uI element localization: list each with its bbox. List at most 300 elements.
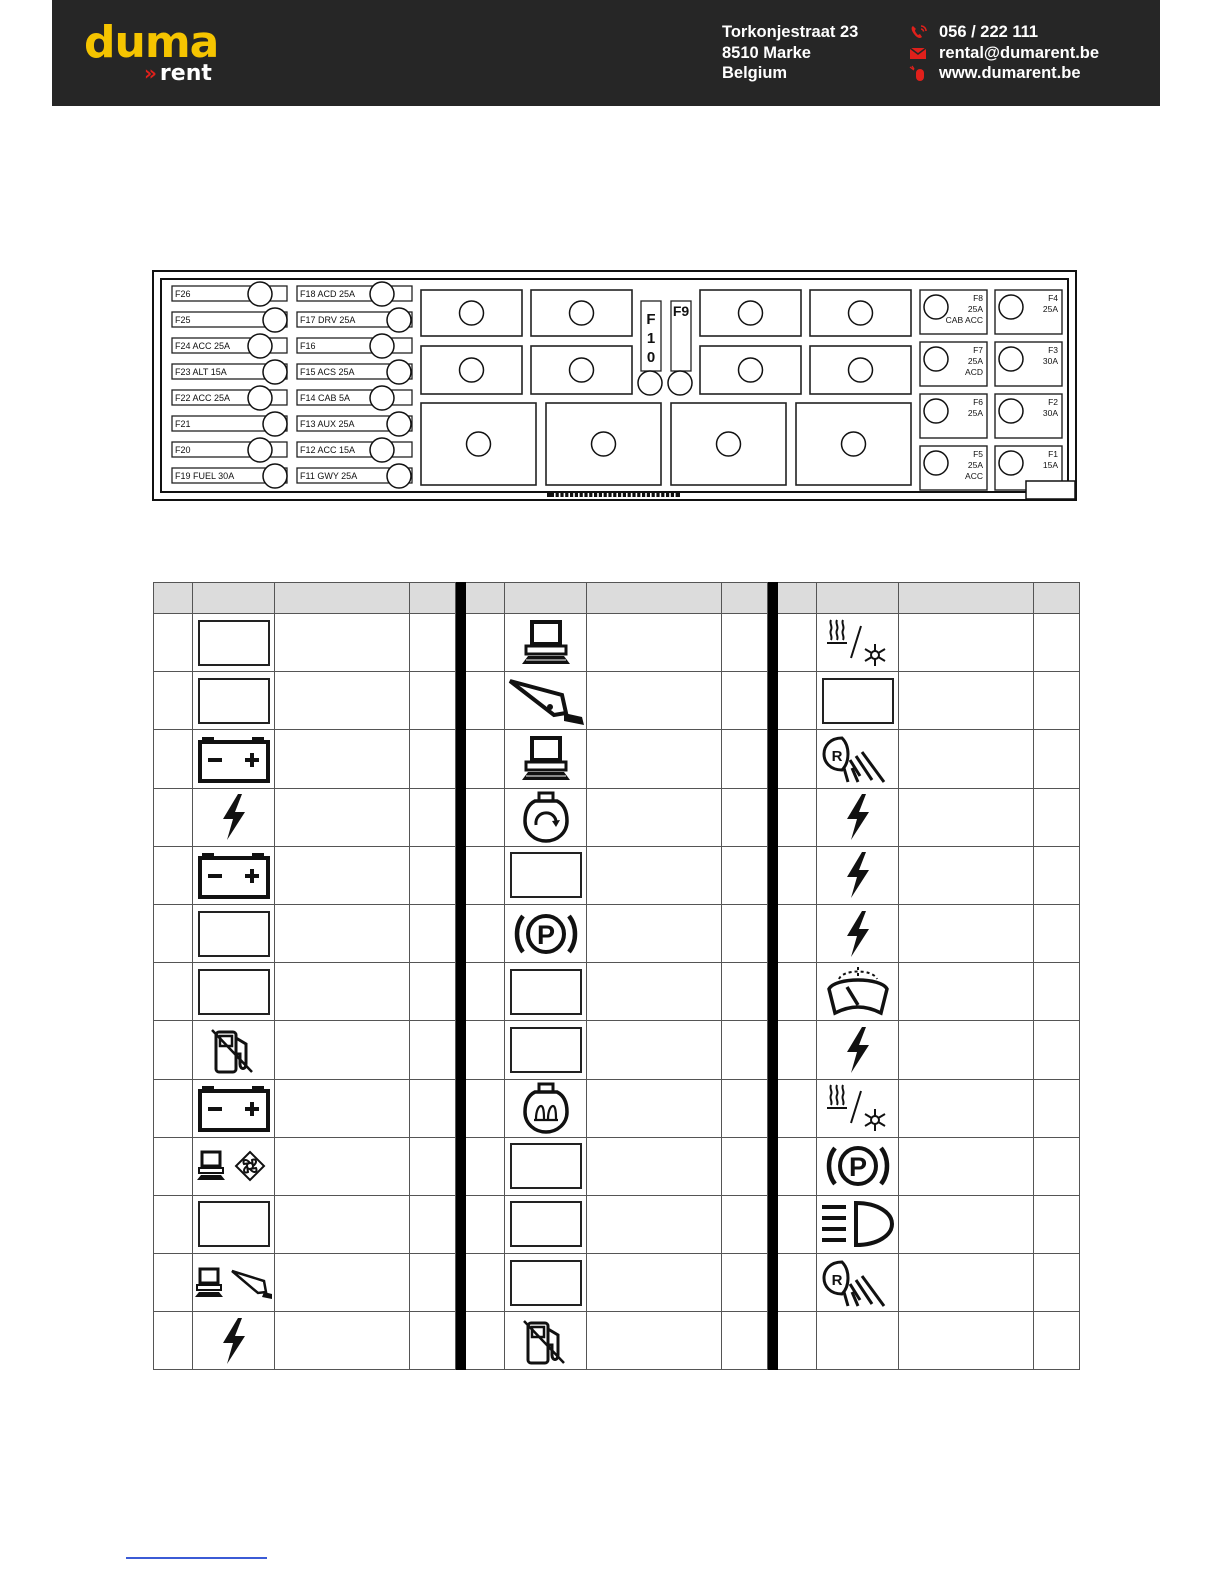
lightning-icon [214, 1316, 254, 1366]
fuse-rating-cell [1034, 1079, 1080, 1137]
fuse-description-cell [899, 788, 1034, 846]
contact-mail[interactable] [908, 43, 1099, 64]
table-row [154, 963, 1080, 1021]
table-row [154, 1079, 1080, 1137]
fuse-icon-cell [817, 1254, 899, 1312]
fuse-rating-cell [722, 846, 768, 904]
barcode-gap [660, 493, 662, 497]
column-separator [768, 788, 778, 846]
header-cell-icon [193, 583, 275, 614]
mail-text: rental@dumarent.be [939, 43, 1100, 62]
column-separator [768, 730, 778, 788]
bucket-icon [506, 675, 586, 727]
phone-text: 056 / 222 111 [939, 23, 1039, 41]
fuse-label: F19 FUEL 30A [175, 471, 235, 481]
column-separator [768, 672, 778, 730]
header-cell-desc [899, 583, 1034, 614]
column-separator [456, 730, 466, 788]
column-separator [768, 614, 778, 672]
fuse-rating: 25A [967, 460, 983, 470]
fuse-description-cell [587, 904, 722, 962]
address-city: 8510 Marke [722, 43, 811, 62]
blank-icon-box [510, 852, 582, 898]
fuse-callout-circle [999, 399, 1023, 423]
fuse-label-f9: F9 [672, 303, 690, 319]
fuse-icon-cell [193, 1254, 275, 1312]
table-row [154, 614, 1080, 672]
machine-fan-icon [196, 1146, 272, 1186]
column-separator [768, 904, 778, 962]
fuse-note: ACC [965, 471, 983, 481]
fuse-label: F23 ALT 15A [175, 367, 227, 377]
fuse-icon-cell [817, 904, 899, 962]
blank-icon-box [198, 1201, 270, 1247]
fuse-number-cell [778, 1312, 817, 1370]
fuse-icon-cell [505, 730, 587, 788]
barcode-gap [640, 493, 642, 497]
fuse-description-cell [587, 730, 722, 788]
fuse-icon-cell [505, 1137, 587, 1195]
column-separator [456, 904, 466, 962]
fuse-number-cell [154, 788, 193, 846]
fuse-label: F22 ACC 25A [175, 393, 231, 403]
column-separator [456, 1312, 466, 1370]
fuse-icon-cell [505, 1079, 587, 1137]
fuse-label: F4 [1048, 293, 1058, 303]
fuse-rating-cell [410, 788, 456, 846]
fuse-note: CAB ACC [945, 315, 983, 325]
fuse-icon-cell [193, 1195, 275, 1253]
machine-icon [518, 618, 574, 668]
fuse-callout-circle [263, 360, 287, 384]
fuse-icon-cell [193, 963, 275, 1021]
column-separator [456, 1195, 466, 1253]
fuse-icon-cell [505, 846, 587, 904]
contact-web[interactable] [908, 63, 1099, 84]
fuse-number-cell [154, 614, 193, 672]
svg-text:R: R [831, 1271, 842, 1289]
blank-icon-box [510, 1201, 582, 1247]
column-separator [768, 1021, 778, 1079]
label-tab [1026, 481, 1075, 499]
header-cell-num [778, 583, 817, 614]
fuse-icon-cell [505, 1021, 587, 1079]
fuse-label: F16 [300, 341, 316, 351]
fuse-description-cell [899, 1079, 1034, 1137]
column-separator [456, 614, 466, 672]
header-cell-icon [817, 583, 899, 614]
fuse-label: F13 AUX 25A [300, 419, 355, 429]
fuse-callout-circle [387, 464, 411, 488]
fuse-label: F5 [973, 449, 983, 459]
fuse-description-cell [275, 963, 410, 1021]
blank-icon-box [510, 1143, 582, 1189]
fuse-rating-cell [722, 963, 768, 1021]
column-separator [768, 1195, 778, 1253]
fuse-icon-cell [505, 1312, 587, 1370]
fuse-label: F6 [973, 397, 983, 407]
fuse-label: F7 [973, 345, 983, 355]
table-row [154, 672, 1080, 730]
fuse-rating-cell [722, 672, 768, 730]
fuse-icon-cell [193, 904, 275, 962]
column-separator [768, 963, 778, 1021]
fuse-callout-circle [248, 334, 272, 358]
fuse-callout-circle [263, 412, 287, 436]
fuse-rating-cell [722, 904, 768, 962]
table-row [154, 846, 1080, 904]
fuse-label: F15 ACS 25A [300, 367, 355, 377]
fuse-description-cell [587, 846, 722, 904]
fuse-number-cell [466, 1254, 505, 1312]
fuse-number-cell [466, 614, 505, 672]
svg-text:P: P [536, 919, 555, 950]
fuse-icon-cell [505, 672, 587, 730]
fuse-rating-cell [410, 614, 456, 672]
headlight-icon [818, 1197, 898, 1251]
fuse-number-cell [778, 672, 817, 730]
barcode-gap [655, 493, 657, 497]
fuse-number-cell [466, 1195, 505, 1253]
column-separator [456, 846, 466, 904]
fuse-label: F17 DRV 25A [300, 315, 356, 325]
fuse-icon-cell [505, 963, 587, 1021]
relay-callout-circle [460, 301, 484, 325]
fuse-rating-cell [410, 730, 456, 788]
fuse-description-cell [587, 614, 722, 672]
fuse-rating-cell [1034, 1021, 1080, 1079]
fuse-rating: 30A [1042, 408, 1058, 418]
fuse-callout-circle [668, 371, 692, 395]
fuse-rating-cell [1034, 672, 1080, 730]
fuse-rating: 25A [967, 408, 983, 418]
column-separator [456, 672, 466, 730]
fuse-table [153, 582, 1080, 1370]
fuse-number-cell [466, 672, 505, 730]
fuse-rating-cell [410, 672, 456, 730]
fuse-rating: 25A [967, 304, 983, 314]
svg-text:R: R [831, 747, 842, 765]
fuse-callout-circle [924, 347, 948, 371]
barcode-gap [626, 493, 628, 497]
fuse-description-cell [275, 1195, 410, 1253]
column-separator [456, 1021, 466, 1079]
fuse-description-cell [275, 846, 410, 904]
fuse-description-cell [275, 1254, 410, 1312]
barcode-gap [669, 493, 671, 497]
barcode-gap [564, 493, 566, 497]
fuse-number-cell [778, 1195, 817, 1253]
header-cell-rating [1034, 583, 1080, 614]
fuse-rating-cell [722, 788, 768, 846]
fuse-callout-circle [370, 334, 394, 358]
fuse-label: F21 [175, 419, 191, 429]
barcode-gap [664, 493, 666, 497]
column-separator [768, 1312, 778, 1370]
fuse-callout-circle [924, 295, 948, 319]
fuse-number-cell [466, 963, 505, 1021]
web-text: www.dumarent.be [939, 64, 1081, 82]
machine-bucket-icon [194, 1263, 274, 1303]
header-cell-num [466, 583, 505, 614]
table-row [154, 1137, 1080, 1195]
mouse-icon [908, 65, 930, 81]
relay-callout-circle [570, 358, 594, 382]
fuse-layout-svg [154, 272, 1075, 499]
fuse-number-cell [466, 788, 505, 846]
fuse-description-cell [275, 1021, 410, 1079]
fuse-number-cell [778, 904, 817, 962]
fuse-icon-cell [817, 963, 899, 1021]
lightning-icon [214, 792, 254, 842]
header-cell-num [154, 583, 193, 614]
duma-rent-logo[interactable] [84, 18, 234, 88]
barcode-gap [621, 493, 623, 497]
fuse-number-cell [778, 730, 817, 788]
relay-callout-circle [849, 358, 873, 382]
fuse-rating-cell [1034, 788, 1080, 846]
fuse-rating-cell [410, 963, 456, 1021]
fuse-rating-cell [722, 1312, 768, 1370]
fuse-icon-cell [817, 730, 899, 788]
blank-icon-box [198, 911, 270, 957]
column-separator [768, 846, 778, 904]
fuse-description-cell [899, 672, 1034, 730]
fuse-rating-cell [410, 1079, 456, 1137]
fuse-rating: 25A [1042, 304, 1058, 314]
table-row [154, 1254, 1080, 1312]
machine-icon [518, 734, 574, 784]
fuse-rating: 15A [1042, 460, 1058, 470]
fuse-label: F3 [1048, 345, 1058, 355]
barcode-gap [650, 493, 652, 497]
fuse-description-cell [899, 1021, 1034, 1079]
fuse-callout-circle [638, 371, 662, 395]
fuse-number-cell [466, 730, 505, 788]
fuse-icon-cell [193, 846, 275, 904]
header-cell-rating [722, 583, 768, 614]
engine-glow-icon [521, 1082, 571, 1134]
fuse-callout-circle [370, 386, 394, 410]
barcode-gap [554, 493, 556, 497]
fuse-number-cell [466, 1021, 505, 1079]
fuse-label: F14 CAB 5A [300, 393, 351, 403]
fuse-box-diagram [152, 270, 1077, 501]
address-country: Belgium [722, 64, 788, 82]
relay-callout-circle [570, 301, 594, 325]
lightning-icon [838, 1025, 878, 1075]
fuse-rating-cell [1034, 1137, 1080, 1195]
fuse-icon-cell [505, 788, 587, 846]
fuse-description-cell [899, 846, 1034, 904]
fuse-rating: 30A [1042, 356, 1058, 366]
fuse-description-cell [587, 788, 722, 846]
barcode-gap [602, 493, 604, 497]
column-separator [768, 1254, 778, 1312]
fuse-number-cell [154, 1312, 193, 1370]
table-row [154, 1312, 1080, 1370]
column-separator [456, 788, 466, 846]
fuse-icon-cell [817, 672, 899, 730]
fuse-label: F11 GWY 25A [300, 471, 358, 481]
table-row [154, 788, 1080, 846]
fuse-rating-cell [722, 1254, 768, 1312]
barcode-gap [597, 493, 599, 497]
fuse-description-cell [587, 1254, 722, 1312]
fuse-icon-cell [817, 1021, 899, 1079]
fuse-rating-cell [410, 1254, 456, 1312]
fuse-rating-cell [722, 1021, 768, 1079]
fuse-number-cell [778, 614, 817, 672]
fuse-label: F20 [175, 445, 191, 455]
table-row [154, 904, 1080, 962]
fuse-icon-cell [505, 1195, 587, 1253]
fuse-callout-circle [999, 451, 1023, 475]
contact-block [908, 22, 1099, 84]
fuse-rating-cell [410, 1021, 456, 1079]
fuse-rating-cell [1034, 904, 1080, 962]
fuse-callout-circle [387, 308, 411, 332]
fuse-icon-cell [193, 1021, 275, 1079]
lightning-icon [838, 909, 878, 959]
lightning-icon [838, 792, 878, 842]
barcode-gap [607, 493, 609, 497]
barcode-gap [568, 493, 570, 497]
column-separator [456, 1137, 466, 1195]
barcode-gap [578, 493, 580, 497]
reverse-light-icon [820, 732, 896, 786]
barcode-gap [612, 493, 614, 497]
relay-callout-circle [849, 301, 873, 325]
fuse-callout-circle [248, 282, 272, 306]
fuse-label: F25 [175, 315, 191, 325]
address-street: Torkonjestraat 23 [722, 23, 859, 41]
fuse-description-cell [899, 904, 1034, 962]
fuse-rating-cell [410, 904, 456, 962]
fuse-description-cell [587, 1137, 722, 1195]
fuse-number-cell [778, 1079, 817, 1137]
fuse-icon-cell [193, 788, 275, 846]
barcode-gap [616, 493, 618, 497]
fuse-description-cell [899, 1312, 1034, 1370]
battery-icon [196, 733, 272, 785]
fuse-label: F18 ACD 25A [300, 289, 356, 299]
fuse-description-cell [899, 730, 1034, 788]
fuse-description-cell [587, 1079, 722, 1137]
fuse-number-cell [154, 1195, 193, 1253]
fuse-rating-cell [1034, 614, 1080, 672]
fuse-description-cell [899, 1254, 1034, 1312]
fuse-callout-circle [999, 347, 1023, 371]
fuse-number-cell [778, 963, 817, 1021]
fuse-label: F1 [1048, 449, 1058, 459]
fuse-description-cell [587, 1021, 722, 1079]
double-chevron-icon: » [144, 61, 157, 85]
fuse-description-cell [275, 672, 410, 730]
column-separator [768, 1137, 778, 1195]
fuse-number-cell [778, 1021, 817, 1079]
fuse-number-cell [154, 963, 193, 1021]
relay-callout-circle [460, 358, 484, 382]
mail-icon [908, 45, 930, 61]
contact-phone[interactable] [908, 22, 1099, 43]
fuse-callout-circle [387, 360, 411, 384]
fuse-note: ACD [965, 367, 983, 377]
fuse-number-cell [154, 904, 193, 962]
fuse-icon-cell [193, 672, 275, 730]
relay-callout-circle [717, 432, 741, 456]
header-cell-rating [410, 583, 456, 614]
phone-icon [908, 24, 930, 40]
barcode-gap [592, 493, 594, 497]
fuse-callout-circle [924, 451, 948, 475]
fuse-label-f10: F [646, 311, 656, 328]
fuse-description-cell [587, 1312, 722, 1370]
parking-brake-icon [825, 1138, 891, 1194]
fuse-description-cell [275, 788, 410, 846]
fuse-label-f10: 0 [646, 349, 656, 366]
barcode-gap [631, 493, 633, 497]
fuse-callout-circle [248, 438, 272, 462]
no-fuel-icon [206, 1024, 262, 1076]
no-fuel-icon [518, 1315, 574, 1367]
fuse-callout-circle [999, 295, 1023, 319]
fuse-number-cell [154, 1254, 193, 1312]
heat-cool-icon [823, 616, 893, 670]
fuse-rating-cell [1034, 1254, 1080, 1312]
fuse-description-cell [587, 1195, 722, 1253]
fuse-callout-circle [387, 412, 411, 436]
relay-callout-circle [467, 432, 491, 456]
fuse-description-cell [587, 963, 722, 1021]
fuse-icon-cell [505, 1254, 587, 1312]
barcode-gap [645, 493, 647, 497]
fuse-icon-cell [505, 614, 587, 672]
table-row [154, 1021, 1080, 1079]
header-cell-desc [275, 583, 410, 614]
barcode-gap [588, 493, 590, 497]
svg-text:P: P [848, 1152, 867, 1183]
fuse-label: F2 [1048, 397, 1058, 407]
fuse-description-cell [587, 672, 722, 730]
lightning-icon [838, 850, 878, 900]
fuse-callout-circle [370, 438, 394, 462]
table-header-row [154, 583, 1080, 614]
fuse-callout-circle [263, 308, 287, 332]
footer-link[interactable] [126, 1557, 267, 1559]
reverse-light-icon [820, 1256, 896, 1310]
fuse-number-cell [466, 1137, 505, 1195]
fuse-icon-cell [193, 1137, 275, 1195]
fuse-callout-circle [248, 386, 272, 410]
fuse-description-cell [275, 1079, 410, 1137]
fuse-number-cell [466, 846, 505, 904]
fuse-number-cell [154, 1137, 193, 1195]
fuse-number-cell [154, 846, 193, 904]
fuse-number-cell [154, 672, 193, 730]
blank-icon-box [510, 1260, 582, 1306]
column-separator [456, 1079, 466, 1137]
column-separator [768, 583, 778, 614]
fuse-rating-cell [1034, 1195, 1080, 1253]
fuse-label: F24 ACC 25A [175, 341, 231, 351]
blank-icon-box [822, 678, 894, 724]
parking-brake-icon [513, 906, 579, 962]
table-row [154, 730, 1080, 788]
blank-icon-box [510, 969, 582, 1015]
header-bar [52, 0, 1160, 106]
fuse-rating-cell [722, 614, 768, 672]
